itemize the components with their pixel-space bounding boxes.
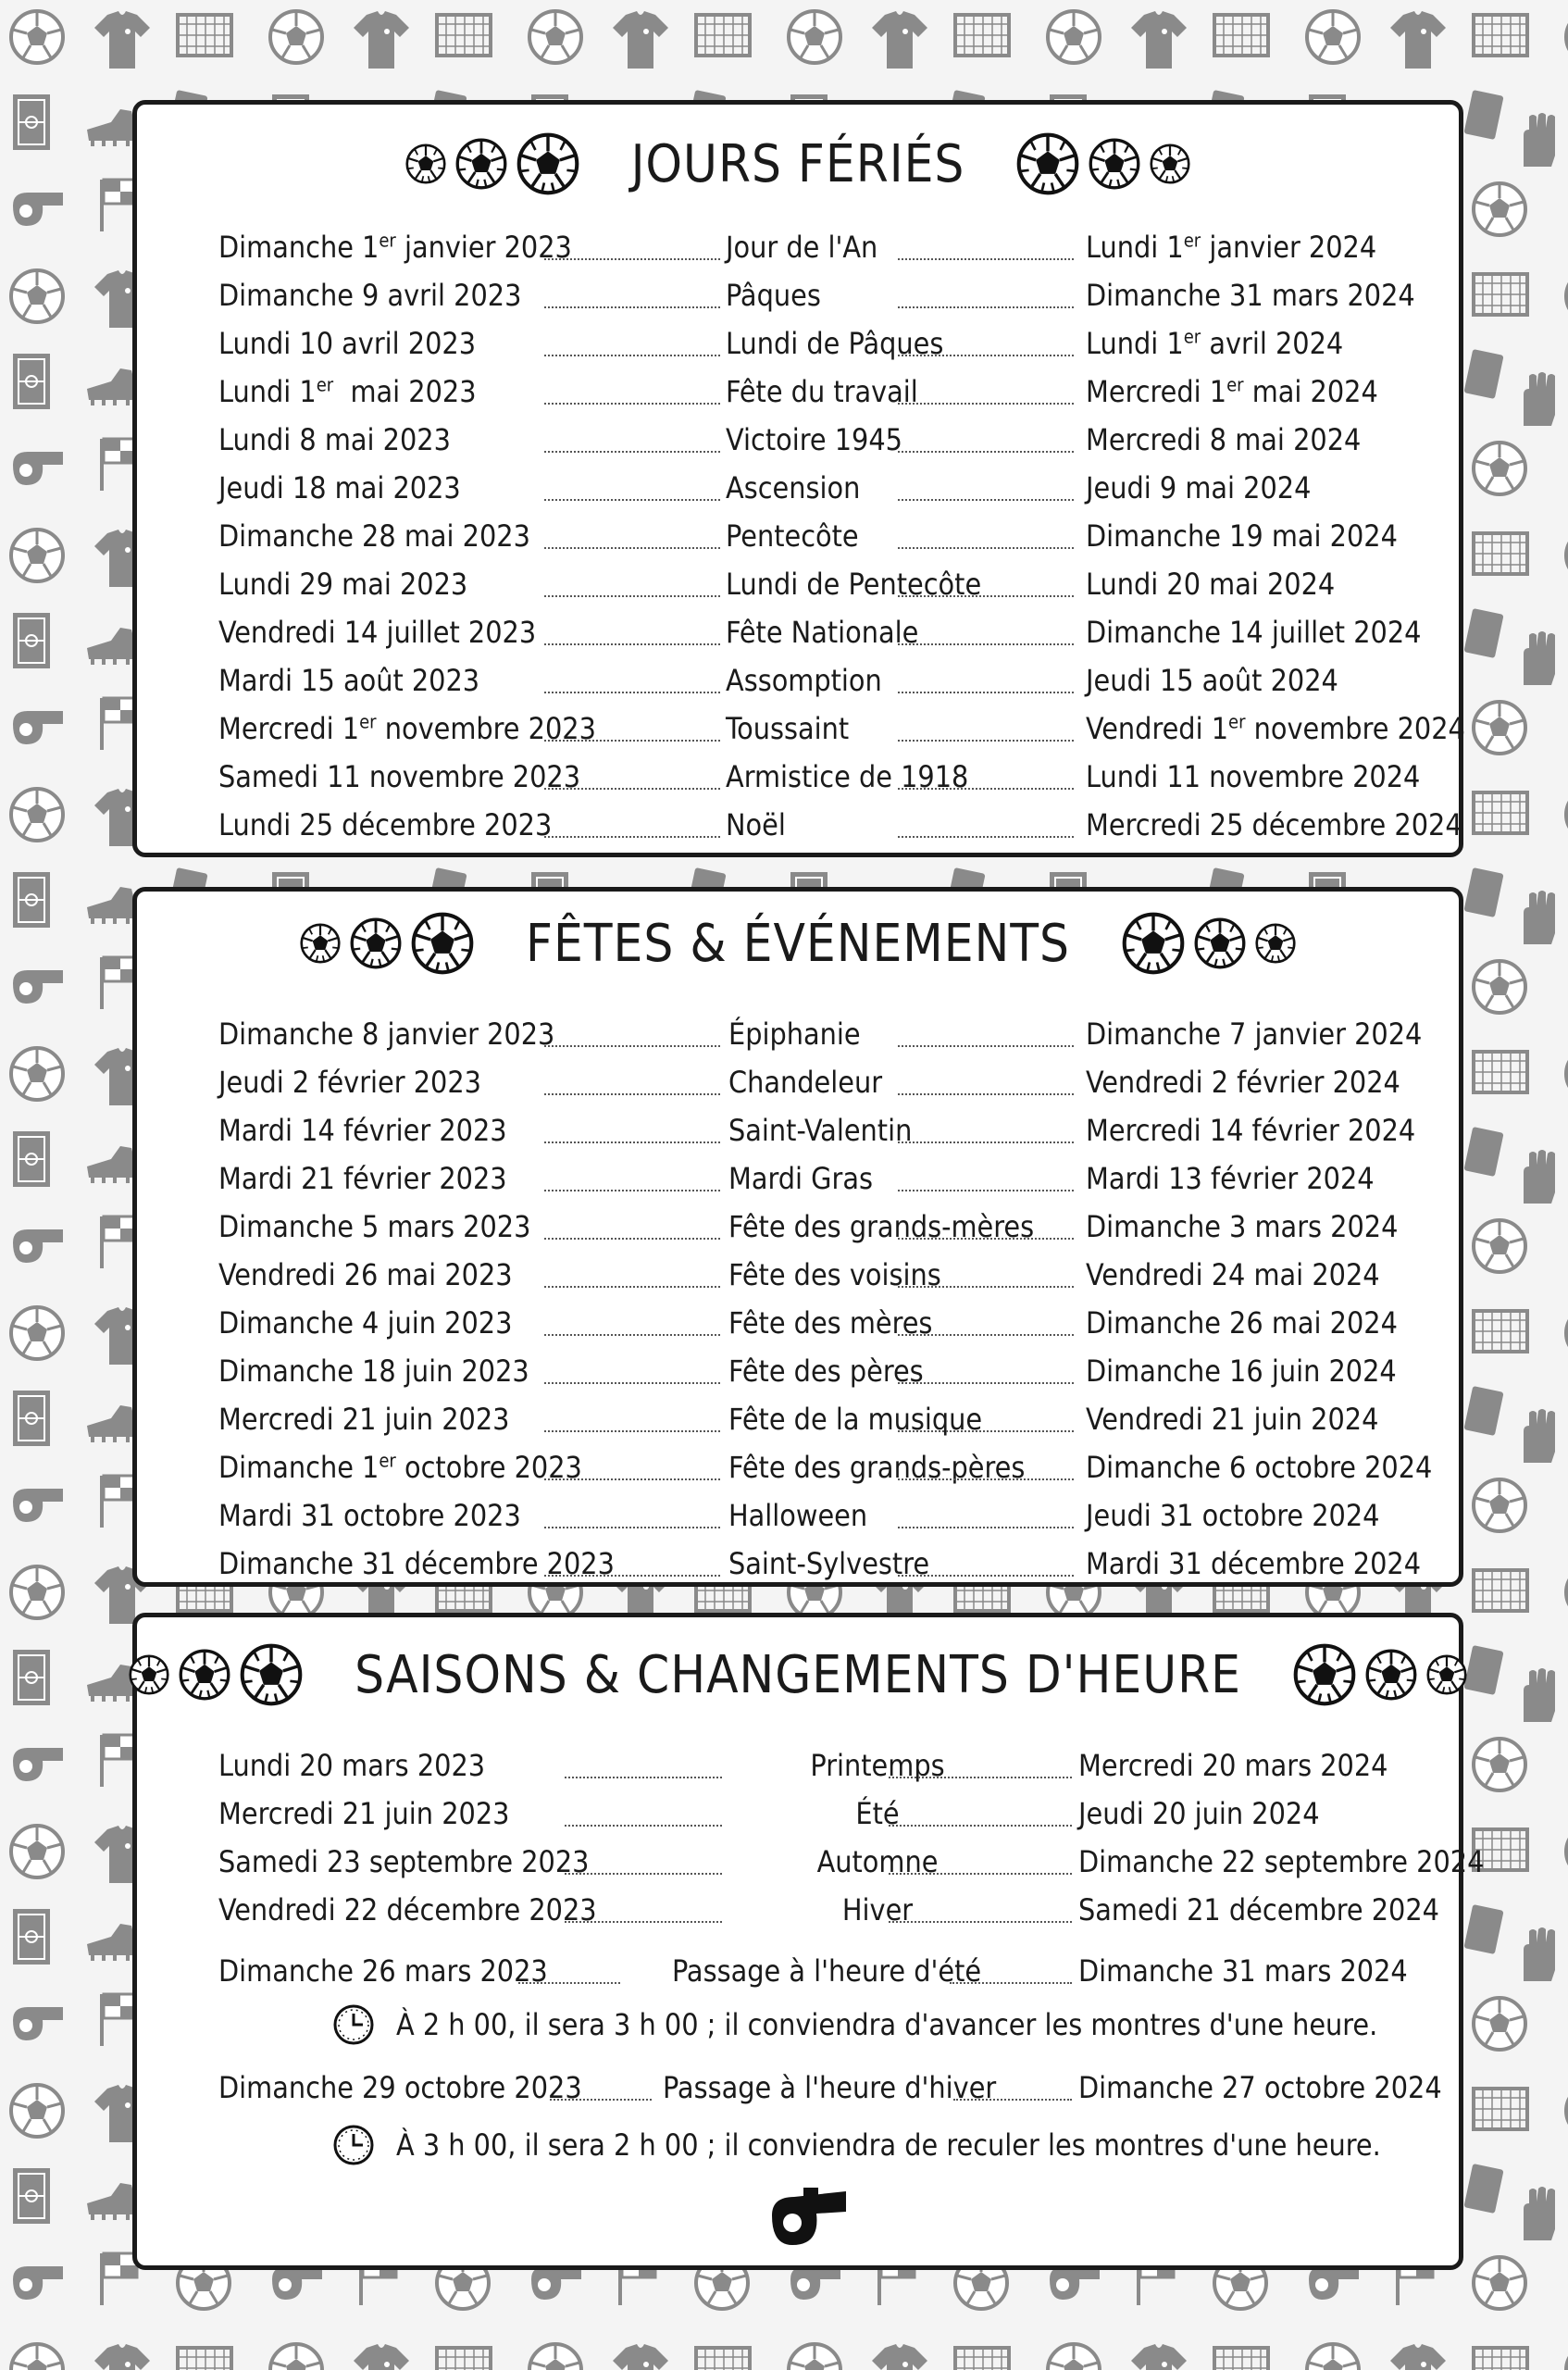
date	[218, 1154, 507, 1203]
date	[1086, 608, 1421, 656]
dot-leader	[898, 1045, 1074, 1047]
dot-leader	[898, 1527, 1074, 1528]
holiday-name: Lundi de Pâques	[726, 326, 944, 361]
dot-leader	[544, 1430, 720, 1432]
ball-icons-right	[1122, 912, 1296, 975]
dot-leader	[898, 403, 1074, 405]
date-2024: Dimanche 31 mars 2024	[1078, 1953, 1408, 1989]
date-2024: Vendredi 24 mai 2024	[1086, 1257, 1380, 1292]
date-text: Mercredi 1	[1086, 374, 1227, 409]
event-row	[137, 1010, 1459, 1058]
date-text: Lundi 20 mai 2024	[1086, 567, 1336, 602]
date-text: Lundi 25 décembre 2023	[218, 807, 553, 842]
event-row	[137, 1106, 1459, 1154]
dot-leader	[565, 1921, 722, 1923]
dot-leader	[898, 595, 1074, 597]
date-text: Mercredi 8 mai 2024	[1086, 422, 1362, 457]
date-text: Mardi 15 août 2023	[218, 663, 480, 698]
dot-leader	[544, 740, 720, 742]
dot-leader	[898, 451, 1074, 453]
date	[218, 801, 552, 849]
date-text: Dimanche 31 décembre 2023	[218, 1546, 615, 1581]
date-text: Lundi 1	[218, 374, 317, 409]
season-name: Automne	[816, 1844, 939, 1879]
date-text: Dimanche 18 juin 2023	[218, 1353, 529, 1389]
date	[218, 416, 451, 464]
football-icon	[1365, 1649, 1417, 1701]
date-2023: Mercredi 21 juin 2023	[218, 1796, 510, 1831]
date	[218, 271, 521, 319]
holiday-name: Lundi de Pentecôte	[726, 567, 982, 602]
jours-feries-title: JOURS FÉRIÉS	[630, 133, 965, 194]
jours-feries-header	[137, 132, 1459, 195]
football-icon	[405, 143, 446, 184]
dot-leader	[889, 1825, 1072, 1827]
date-text: Dimanche 28 mai 2023	[218, 518, 530, 554]
date-text: Jeudi 15 août 2024	[1086, 663, 1338, 698]
holiday-name: Ascension	[726, 470, 861, 505]
date-2024: Dimanche 7 janvier 2024	[1086, 1017, 1423, 1052]
date-text: Jeudi 2 février 2023	[218, 1065, 481, 1100]
holiday-name: Victoire 1945	[726, 422, 902, 457]
dot-leader	[898, 788, 1074, 790]
date	[218, 464, 461, 512]
heure-ete-note	[331, 2002, 1377, 2047]
dot-leader	[544, 1045, 720, 1047]
dot-leader	[544, 1478, 720, 1480]
dot-leader	[889, 1777, 1072, 1778]
date-2024: Samedi 21 décembre 2024	[1078, 1892, 1439, 1927]
dot-leader	[544, 1238, 720, 1240]
football-icon	[1089, 138, 1140, 190]
holiday-name: Jour de l'An	[726, 230, 878, 265]
date-2024: Vendredi 2 février 2024	[1086, 1065, 1400, 1100]
holiday-name: Fête Nationale	[726, 615, 919, 650]
whistle-icon	[766, 2184, 850, 2251]
ball-icons-right	[1293, 1643, 1467, 1706]
dot-leader	[898, 1141, 1074, 1143]
holiday-row	[137, 753, 1459, 801]
saisons-header	[137, 1643, 1459, 1706]
holiday-name: Toussaint	[726, 711, 850, 746]
dot-leader	[544, 1093, 720, 1095]
heure-hiver-note	[331, 2123, 1381, 2167]
date	[218, 1251, 513, 1299]
date-2024: Mercredi 14 février 2024	[1086, 1113, 1416, 1148]
date	[218, 1203, 530, 1251]
dot-leader	[898, 1190, 1074, 1191]
date-text: mai 2024	[1243, 374, 1378, 409]
ball-icons-left	[300, 912, 474, 975]
fetes-title: FÊTES & ÉVÉNEMENTS	[525, 913, 1071, 974]
ball-icons-left	[129, 1643, 303, 1706]
event-row	[137, 1540, 1459, 1588]
date-text: Mardi 31 octobre 2023	[218, 1498, 521, 1533]
dot-leader	[544, 355, 720, 356]
dot-leader	[544, 1382, 720, 1384]
dot-leader	[898, 306, 1074, 308]
dot-leader	[898, 1382, 1074, 1384]
date-text: Dimanche 1	[218, 230, 380, 265]
date-2024: Dimanche 22 septembre 2024	[1078, 1844, 1485, 1879]
fetes-header	[137, 912, 1459, 975]
date-2023: Dimanche 29 octobre 2023	[218, 2070, 582, 2105]
date	[1086, 368, 1378, 416]
date-text: avril 2024	[1201, 326, 1344, 361]
event-row	[137, 1299, 1459, 1347]
holiday-row	[137, 801, 1462, 849]
heure-hiver-row	[137, 2064, 1459, 2112]
date-text: Jeudi 18 mai 2023	[218, 470, 461, 505]
holiday-row	[137, 319, 1459, 368]
football-icon	[1194, 917, 1246, 969]
date-text: Dimanche 14 juillet 2024	[1086, 615, 1422, 650]
date-2024: Vendredi 21 juin 2024	[1086, 1402, 1379, 1437]
saisons-panel	[132, 1613, 1485, 2270]
date-2024: Dimanche 16 juin 2024	[1086, 1353, 1397, 1389]
holiday-row	[137, 416, 1459, 464]
date-text: Dimanche 5 mars 2023	[218, 1209, 531, 1244]
football-icon	[1426, 1654, 1467, 1695]
season-row	[137, 1838, 1485, 1886]
event-name: Épiphanie	[728, 1017, 861, 1052]
dot-leader	[898, 643, 1074, 645]
fetes-evenements-panel	[132, 887, 1463, 1587]
dot-leader	[898, 692, 1074, 693]
date	[218, 223, 572, 271]
event-row	[137, 1491, 1459, 1540]
date	[1086, 753, 1420, 801]
date-text: Vendredi 14 juillet 2023	[218, 615, 537, 650]
date-2024: Jeudi 31 octobre 2024	[1086, 1498, 1380, 1533]
ordinal-suffix: er	[1228, 710, 1246, 733]
season-row	[137, 1886, 1459, 1934]
event-name: Saint-Sylvestre	[728, 1546, 930, 1581]
holiday-row	[137, 271, 1459, 319]
date-text: Mercredi 21 juin 2023	[218, 1402, 510, 1437]
dot-leader	[898, 1478, 1074, 1480]
date-text: Jeudi 9 mai 2024	[1086, 470, 1312, 505]
date-2023: Lundi 20 mars 2023	[218, 1748, 486, 1783]
date-text: Dimanche 19 mai 2024	[1086, 518, 1398, 554]
dot-leader	[898, 740, 1074, 742]
football-icon	[516, 132, 579, 195]
dot-leader	[544, 258, 720, 260]
event-name: Fête des mères	[728, 1305, 933, 1341]
date-text: Vendredi 26 mai 2023	[218, 1257, 513, 1292]
dot-leader	[889, 1873, 1072, 1875]
ordinal-suffix: er	[379, 1449, 396, 1472]
dot-leader	[544, 1141, 720, 1143]
date-text: Lundi 1	[1086, 326, 1184, 361]
date	[218, 656, 479, 705]
dot-leader	[565, 1873, 722, 1875]
holiday-row	[137, 608, 1459, 656]
event-name: Fête des voisins	[728, 1257, 941, 1292]
holiday-name: Pentecôte	[726, 518, 859, 554]
ball-icons-right	[1016, 132, 1190, 195]
dot-leader	[898, 258, 1074, 260]
date	[218, 753, 580, 801]
date	[1086, 801, 1462, 849]
season-row	[137, 1741, 1459, 1790]
date-text: Mercredi 25 décembre 2024	[1086, 807, 1462, 842]
date-text: Vendredi 1	[1086, 711, 1229, 746]
date-text: novembre 2023	[376, 711, 596, 746]
ordinal-suffix: er	[1183, 229, 1201, 252]
football-icon	[455, 138, 507, 190]
football-icon	[350, 917, 402, 969]
dot-leader	[898, 499, 1074, 501]
date	[218, 319, 476, 368]
holiday-name: Fête du travail	[726, 374, 918, 409]
date-text: janvier 2023	[395, 230, 572, 265]
clock-icon	[331, 2123, 376, 2167]
dot-leader	[544, 643, 720, 645]
date-text: Dimanche 1	[218, 1450, 380, 1485]
holiday-row	[137, 223, 1459, 271]
dot-leader	[544, 451, 720, 453]
date-text: Dimanche 8 janvier 2023	[218, 1017, 555, 1052]
date-text: mai 2023	[333, 374, 477, 409]
event-name: Chandeleur	[728, 1065, 883, 1100]
dot-leader	[889, 1921, 1072, 1923]
dot-leader	[544, 595, 720, 597]
date	[218, 1058, 481, 1106]
date-text: Samedi 11 novembre 2023	[218, 759, 581, 794]
holiday-row	[137, 560, 1459, 608]
dot-leader	[898, 355, 1074, 356]
holiday-row	[137, 705, 1465, 753]
football-icon	[129, 1654, 169, 1695]
football-icon	[1150, 143, 1190, 184]
football-icon	[179, 1649, 230, 1701]
ordinal-suffix: er	[316, 373, 334, 396]
date	[218, 1443, 582, 1491]
holiday-name: Noël	[726, 807, 786, 842]
date	[1086, 705, 1465, 753]
event-row	[137, 1251, 1459, 1299]
date-text: Mardi 14 février 2023	[218, 1113, 507, 1148]
date-text: novembre 2024	[1245, 711, 1465, 746]
dot-leader	[898, 836, 1074, 838]
jours-feries-panel	[132, 100, 1463, 857]
holiday-name: Pâques	[726, 278, 821, 313]
football-icon	[1122, 912, 1185, 975]
heure-ete-row	[137, 1947, 1459, 1995]
dot-leader	[565, 1825, 722, 1827]
event-name: Fête des grands-mères	[728, 1209, 1035, 1244]
date	[218, 560, 467, 608]
season-name: Été	[855, 1796, 900, 1831]
dot-leader	[565, 1777, 722, 1778]
date-text: janvier 2024	[1201, 230, 1377, 265]
date-2024: Jeudi 20 juin 2024	[1078, 1796, 1320, 1831]
football-icon	[240, 1643, 303, 1706]
holiday-row	[137, 464, 1459, 512]
event-row	[137, 1395, 1459, 1443]
date	[1086, 512, 1398, 560]
date	[1086, 271, 1415, 319]
date-2024: Mercredi 20 mars 2024	[1078, 1748, 1388, 1783]
event-row	[137, 1203, 1459, 1251]
event-name: Fête de la musique	[728, 1402, 983, 1437]
date-text: octobre 2023	[395, 1450, 582, 1485]
dot-leader	[898, 1430, 1074, 1432]
event-name: Passage à l'heure d'hiver	[663, 2070, 997, 2105]
saisons-title: SAISONS & CHANGEMENTS D'HEURE	[355, 1644, 1241, 1705]
event-row	[137, 1347, 1459, 1395]
season-name: Printemps	[810, 1748, 945, 1783]
ordinal-suffix: er	[1226, 373, 1244, 396]
date-text: Lundi 11 novembre 2024	[1086, 759, 1421, 794]
ordinal-suffix: er	[1183, 325, 1201, 348]
holiday-name: Assomption	[726, 663, 882, 698]
date-2024: Dimanche 26 mai 2024	[1086, 1305, 1398, 1341]
date	[1086, 223, 1376, 271]
dot-leader	[544, 1190, 720, 1191]
dot-leader	[544, 547, 720, 549]
dot-leader	[898, 1286, 1074, 1288]
date-2023: Vendredi 22 décembre 2023	[218, 1892, 597, 1927]
date-text: Dimanche 9 avril 2023	[218, 278, 522, 313]
date-2023: Samedi 23 septembre 2023	[218, 1844, 590, 1879]
date-text: Lundi 1	[1086, 230, 1184, 265]
date	[1086, 656, 1338, 705]
football-icon	[1255, 923, 1296, 964]
dot-leader	[544, 836, 720, 838]
date	[218, 1395, 509, 1443]
note-text: À 2 h 00, il sera 3 h 00 ; il conviendra d'avancer les montres d'une heure.	[396, 2007, 1378, 2042]
date	[218, 512, 530, 560]
dot-leader	[550, 2099, 652, 2101]
date	[218, 368, 477, 416]
dot-leader	[898, 1575, 1074, 1577]
date-2024: Mardi 13 février 2024	[1086, 1161, 1375, 1196]
dot-leader	[544, 692, 720, 693]
event-name: Fête des grands-pères	[728, 1450, 1026, 1485]
football-icon	[300, 923, 341, 964]
date-text: Mardi 21 février 2023	[218, 1161, 507, 1196]
dot-leader	[898, 1093, 1074, 1095]
date-text: Dimanche 31 mars 2024	[1086, 278, 1415, 313]
holiday-row	[137, 368, 1459, 416]
date-2024: Dimanche 3 mars 2024	[1086, 1209, 1399, 1244]
event-name: Saint-Valentin	[728, 1113, 913, 1148]
event-name: Mardi Gras	[728, 1161, 873, 1196]
clock-icon	[331, 2002, 376, 2047]
ordinal-suffix: er	[359, 710, 377, 733]
date	[1086, 560, 1335, 608]
date-2024: Mardi 31 décembre 2024	[1086, 1546, 1422, 1581]
dot-leader	[544, 499, 720, 501]
holiday-name: Armistice de 1918	[726, 759, 969, 794]
dot-leader	[898, 1238, 1074, 1240]
event-name: Passage à l'heure d'été	[672, 1953, 982, 1989]
dot-leader	[544, 1575, 720, 1577]
date	[218, 1347, 529, 1395]
dot-leader	[544, 1286, 720, 1288]
season-name: Hiver	[841, 1892, 914, 1927]
event-name: Fête des pères	[728, 1353, 924, 1389]
date-text: Lundi 8 mai 2023	[218, 422, 451, 457]
holiday-row	[137, 512, 1459, 560]
football-icon	[1293, 1643, 1356, 1706]
date-text: Lundi 10 avril 2023	[218, 326, 477, 361]
event-row	[137, 1058, 1459, 1106]
event-row	[137, 1154, 1459, 1203]
dot-leader	[518, 1982, 620, 1984]
event-name: Halloween	[728, 1498, 868, 1533]
date	[218, 1299, 512, 1347]
football-icon	[1016, 132, 1079, 195]
date	[218, 1106, 507, 1154]
date-2023: Dimanche 26 mars 2023	[218, 1953, 548, 1989]
date-2024: Dimanche 6 octobre 2024	[1086, 1450, 1433, 1485]
dot-leader	[544, 1527, 720, 1528]
dot-leader	[544, 1334, 720, 1336]
date	[218, 1491, 521, 1540]
date	[218, 1010, 554, 1058]
holiday-row	[137, 656, 1459, 705]
date-text: Dimanche 4 juin 2023	[218, 1305, 513, 1341]
date-2024: Dimanche 27 octobre 2024	[1078, 2070, 1442, 2105]
date	[1086, 464, 1311, 512]
event-row	[137, 1443, 1459, 1491]
dot-leader	[950, 1982, 1072, 1984]
date-text: Mercredi 1	[218, 711, 360, 746]
dot-leader	[898, 1334, 1074, 1336]
note-text: À 3 h 00, il sera 2 h 00 ; il conviendra de reculer les montres d'une heure.	[396, 2127, 1381, 2163]
dot-leader	[953, 2099, 1072, 2101]
dot-leader	[898, 547, 1074, 549]
ordinal-suffix: er	[379, 229, 396, 252]
date	[1086, 416, 1361, 464]
date-text: Lundi 29 mai 2023	[218, 567, 468, 602]
date	[218, 1540, 615, 1588]
date	[218, 608, 536, 656]
dot-leader	[544, 403, 720, 405]
football-icon	[411, 912, 474, 975]
dot-leader	[544, 306, 720, 308]
date	[218, 705, 596, 753]
season-row	[137, 1790, 1459, 1838]
dot-leader	[544, 788, 720, 790]
date	[1086, 319, 1343, 368]
ball-icons-left	[405, 132, 579, 195]
